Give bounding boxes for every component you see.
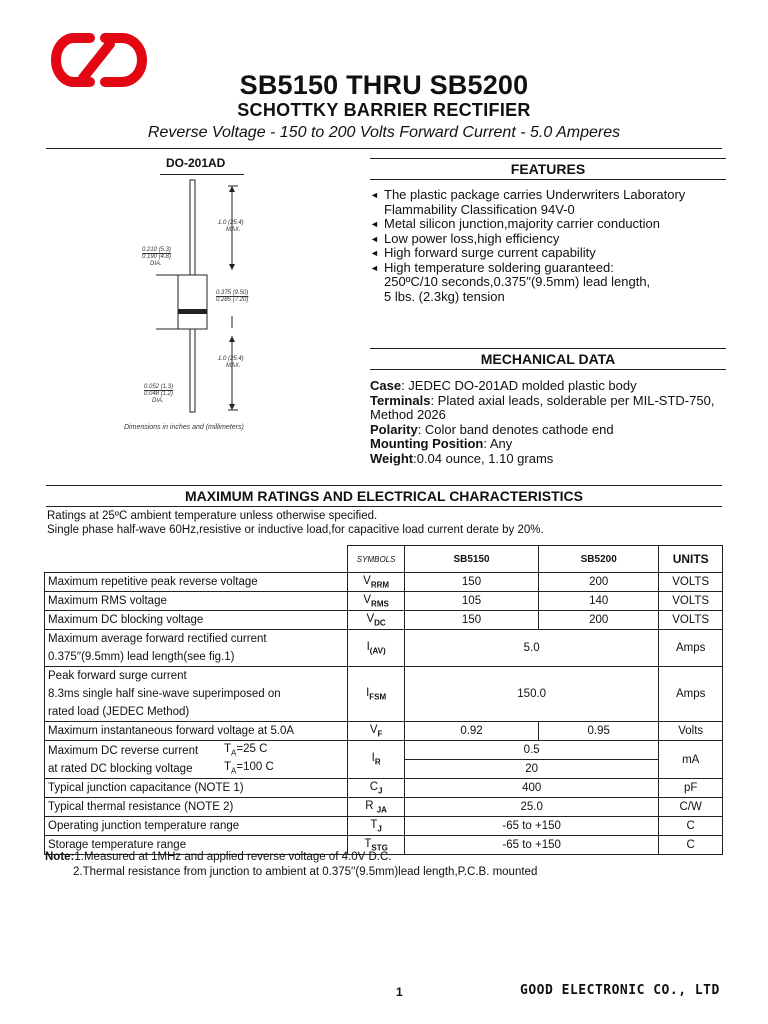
table-row	[45, 630, 723, 667]
mechanical-heading: MECHANICAL DATA	[480, 351, 616, 367]
value-cell: -65 to +150	[404, 836, 658, 855]
dim-lead-length-top: 1.0 (25.4) MAX.	[218, 220, 244, 233]
mech-case: Case: JEDEC DO-201AD molded plastic body	[370, 378, 637, 393]
value-cell: 0.95	[539, 722, 659, 741]
symbol-cell: $V_{DC}$	[348, 611, 405, 630]
mech-weight: Weight:0.04 ounce, 1.10 grams	[370, 450, 554, 466]
table-row	[45, 573, 723, 592]
dimensions-caption: Dimensions in inches and (millimeters)	[124, 424, 244, 431]
value-cell: -65 to +150	[404, 817, 658, 836]
feature-item: ◄ Metal silicon junction,majority carrier conduction	[370, 216, 661, 231]
mech-terminals-method: Method 2026	[370, 407, 446, 422]
ratings-table	[44, 545, 723, 855]
bullet-arrow-icon: ◄	[370, 233, 379, 244]
mechanical-rule-top	[370, 348, 726, 349]
value-cell: 25.0	[404, 798, 658, 817]
mechanical-data	[370, 379, 730, 466]
param-cell: Maximum instantaneous forward voltage at 5.0A	[45, 722, 348, 741]
param-cell: Peak forward surge current 8.3ms single half sine-wave superimposed on rated load (JEDEC Method)	[45, 667, 348, 722]
unit-cell: C/W	[659, 798, 723, 817]
ratings-tagline: Reverse Voltage - 150 to 200 Volts Forward Current - 5.0 Amperes	[147, 124, 621, 141]
ratings-rule-bottom	[46, 506, 722, 507]
bullet-arrow-icon: ◄	[370, 190, 379, 200]
feature-item: ◄ High forward surge current capability	[370, 245, 596, 260]
bullet-arrow-icon: ◄	[370, 219, 379, 229]
page-number: 1	[396, 985, 403, 999]
unit-cell: Amps	[659, 630, 723, 667]
bullet-arrow-icon: ◄	[370, 248, 379, 258]
header-sb5200: SB5200	[539, 546, 659, 573]
unit-cell: VOLTS	[659, 592, 723, 611]
table-header-row	[45, 546, 723, 573]
symbol-cell: $V_{RRM}$	[348, 573, 405, 592]
dim-lead-diameter: 0.052 (1.3) 0.048 (1.2) DIA.	[144, 384, 174, 404]
symbol-cell: $V_{RMS}$	[348, 592, 405, 611]
value-cell: 150.0	[404, 667, 658, 722]
ratings-heading: MAXIMUM RATINGS AND ELECTRICAL CHARACTERISTICS	[185, 488, 583, 504]
value-cell: 400	[404, 779, 658, 798]
ratings-rule-top	[46, 485, 722, 486]
table-row	[45, 817, 723, 836]
unit-cell: pF	[659, 779, 723, 798]
symbol-cell: $I_R$	[348, 741, 405, 779]
value-cell: 20	[404, 760, 658, 779]
symbol-cell: $I_{(AV)}$	[348, 630, 405, 667]
value-cell: 200	[539, 611, 659, 630]
feature-tension-detail: 5 lbs. (2.3kg) tension	[384, 288, 505, 304]
page-title: SB5150 THRU SB5200	[239, 70, 529, 100]
param-cell: Maximum RMS voltage	[45, 592, 348, 611]
symbol-cell: $C_J$	[348, 779, 405, 798]
company-name: GOOD ELECTRONIC CO., LTD	[520, 983, 720, 998]
value-cell: 150	[404, 573, 538, 592]
unit-cell: mA	[659, 741, 723, 779]
page-subtitle: SCHOTTKY BARRIER RECTIFIER	[237, 100, 531, 120]
feature-soldering-detail: 250ºC/10 seconds,0.375′′(9.5mm) lead length,	[384, 274, 651, 289]
notes: Note:1.Measured at 1MHz and applied reverse voltage of 4.0V D.C. 2.Thermal resistance from junction to ambient at 0.375′′(9.5mm)lead length,P.C.B. mounted	[45, 851, 538, 878]
value-cell: 0.5	[404, 741, 658, 760]
unit-cell: VOLTS	[659, 611, 723, 630]
dim-body-length: 0.375 (9.50) 0.285 (7.20)	[216, 290, 249, 303]
unit-cell: Volts	[659, 722, 723, 741]
unit-cell: C	[659, 836, 723, 855]
param-cell: Maximum DC reverse current $T_A=25$ C at rated DC blocking voltage $T_A=100$ C	[45, 741, 348, 779]
features-list	[370, 188, 730, 304]
mech-mounting: Mounting Position: Any	[370, 436, 513, 451]
header-units: UNITS	[659, 546, 723, 573]
param-cell: Operating junction temperature range	[45, 817, 348, 836]
table-row	[45, 779, 723, 798]
dim-body-diameter: 0.210 (5.3) 0.190 (4.8) DIA.	[142, 247, 172, 267]
param-cell: Maximum average forward rectified current 0.375′′(9.5mm) lead length(see fig.1)	[45, 630, 348, 667]
header-divider	[46, 148, 722, 149]
table-row	[45, 741, 723, 760]
value-cell: 5.0	[404, 630, 658, 667]
value-cell: 105	[404, 592, 538, 611]
value-cell: 150	[404, 611, 538, 630]
value-cell: 140	[539, 592, 659, 611]
param-cell: Maximum DC blocking voltage	[45, 611, 348, 630]
features-rule-bottom	[370, 179, 726, 180]
param-cell: Typical thermal resistance (NOTE 2)	[45, 798, 348, 817]
table-row	[45, 611, 723, 630]
param-cell: Typical junction capacitance (NOTE 1)	[45, 779, 348, 798]
table-row	[45, 722, 723, 741]
feature-item: ◄ Low power loss,high efficiency	[370, 230, 560, 246]
header-sb5150: SB5150	[404, 546, 538, 573]
table-row	[45, 667, 723, 722]
symbol-cell: $I_{FSM}$	[348, 667, 405, 722]
value-cell: 200	[539, 573, 659, 592]
package-label-underline	[160, 174, 244, 175]
package-label: DO-201AD	[166, 156, 226, 170]
table-row	[45, 592, 723, 611]
header-symbols: SYMBOLS	[348, 546, 405, 573]
ratings-conditions: Ratings at 25ºC ambient temperature unless otherwise specified. Single phase half-wave 60Hz,resistive or inductive load,for capacitive load current derate by 20%.	[47, 510, 544, 536]
unit-cell: Amps	[659, 667, 723, 722]
feature-item: ◄ High temperature soldering guaranteed:	[370, 259, 614, 275]
unit-cell: VOLTS	[659, 573, 723, 592]
mech-terminals: Terminals: Plated axial leads, solderable per MIL-STD-750,	[370, 392, 715, 408]
features-rule-top	[370, 158, 726, 159]
symbol-cell: $T_{STG}$	[348, 836, 405, 855]
param-cell: Maximum repetitive peak reverse voltage	[45, 573, 348, 592]
symbol-cell: R $_{JA}$	[348, 798, 405, 817]
unit-cell: C	[659, 817, 723, 836]
mechanical-rule-bottom	[370, 369, 726, 370]
table-row	[45, 798, 723, 817]
dim-lead-length-bottom: 1.0 (25.4) MAX.	[218, 356, 244, 369]
bullet-arrow-icon: ◄	[370, 262, 379, 273]
param-cell: Storage temperature range	[45, 836, 348, 855]
features-heading: FEATURES	[510, 161, 586, 177]
feature-item: ◄ The plastic package carries Underwriters Laboratory Flammability Classification 94V-0	[370, 187, 686, 217]
symbol-cell: $V_F$	[348, 722, 405, 741]
symbol-cell: $T_J$	[348, 817, 405, 836]
mech-polarity: Polarity: Color band denotes cathode end	[370, 421, 614, 437]
value-cell: 0.92	[404, 722, 538, 741]
